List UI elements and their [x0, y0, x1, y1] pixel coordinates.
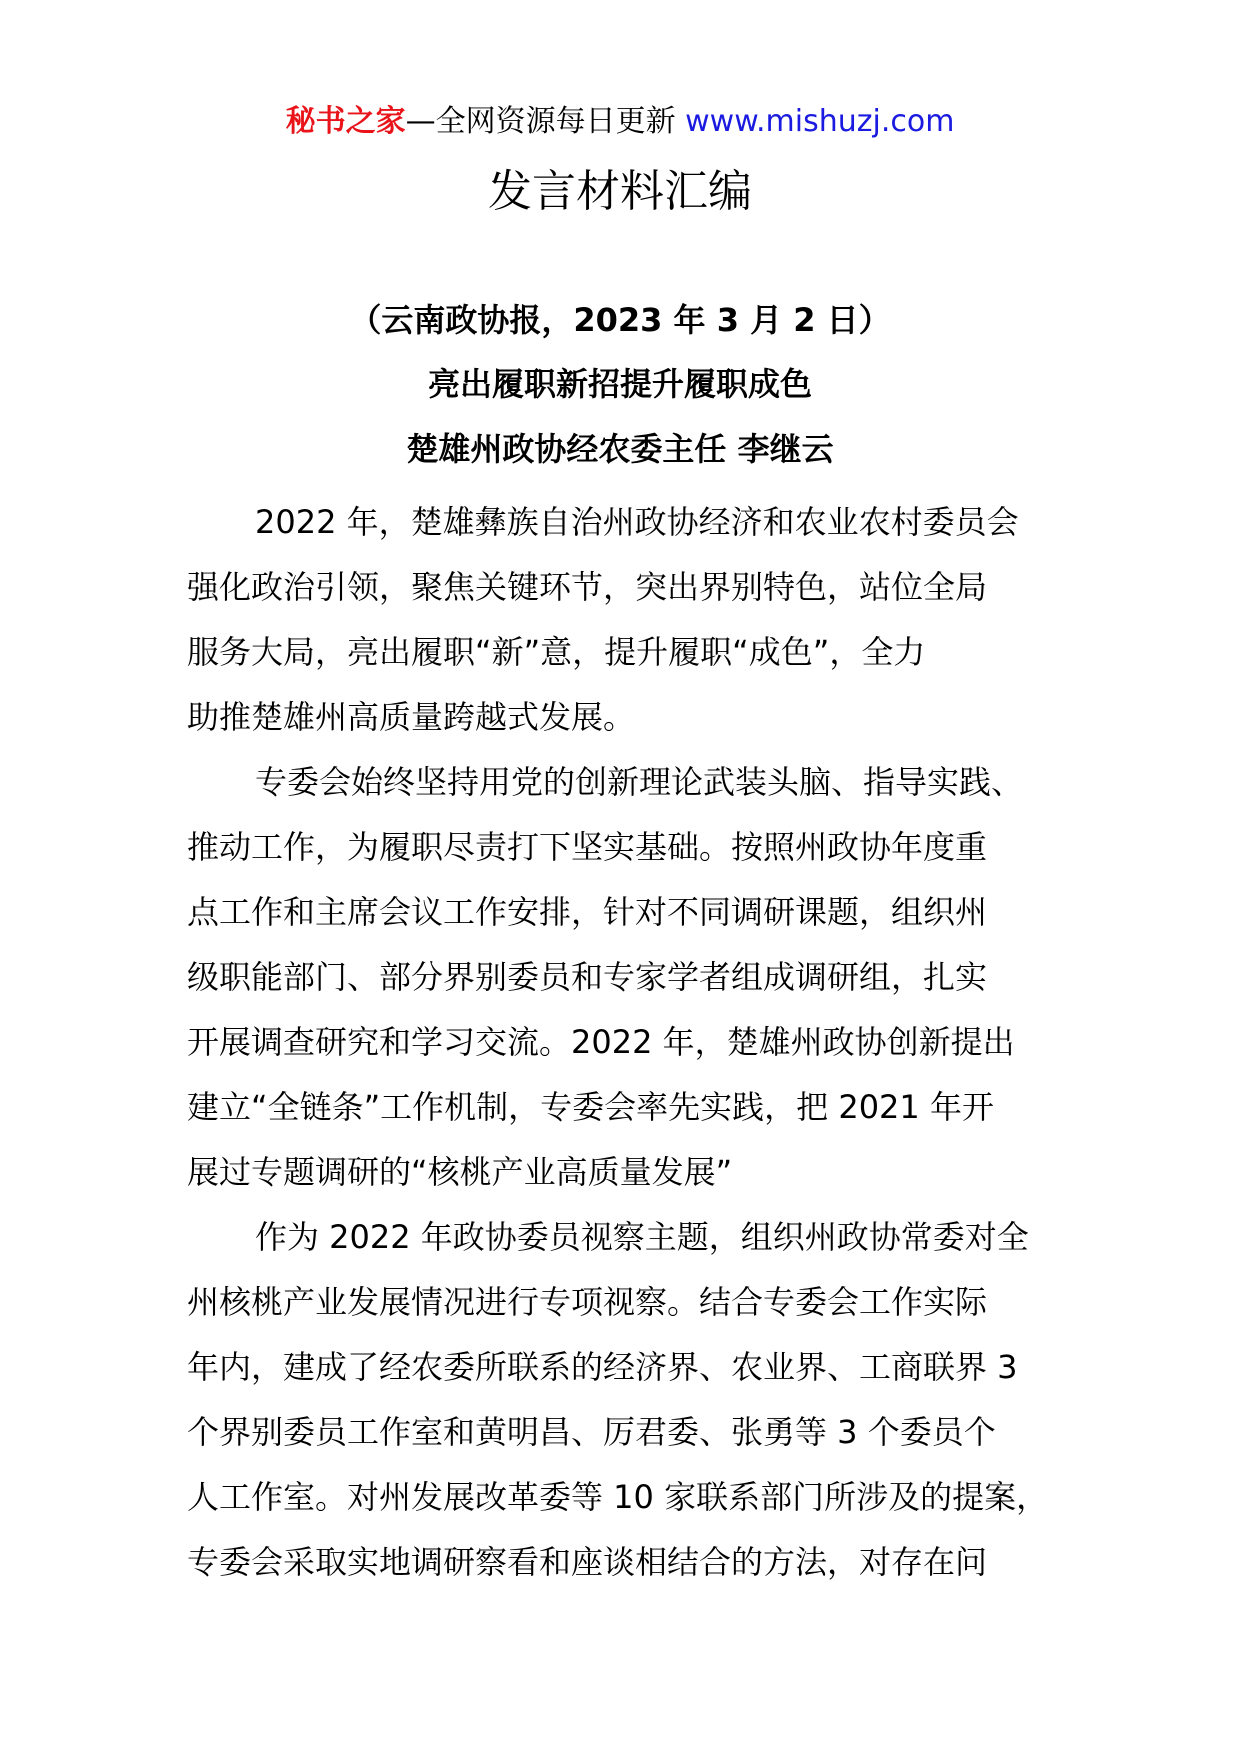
body-line: 强化政治引领，聚焦关键环节，突出界别特色，站位全局: [187, 568, 988, 606]
body-line: 级职能部门、部分界别委员和专家学者组成调研组，扎实: [187, 958, 988, 996]
article-body: [187, 490, 1077, 1595]
article-headline: 亮出履职新招提升履职成色: [427, 365, 812, 403]
body-line: 展过专题调研的“核桃产业高质量发展”: [187, 1153, 733, 1191]
body-line: 专委会始终坚持用党的创新理论武装头脑、指导实践、: [255, 763, 1024, 801]
site-tagline: —全网资源每日更新: [405, 104, 686, 139]
body-line: 推动工作，为履职尽责打下坚实基础。按照州政协年度重: [187, 828, 988, 866]
site-url: www.mishuzj.com: [685, 104, 955, 139]
paragraph-3: [187, 1205, 1077, 1595]
body-line: 服务大局，亮出履职“新”意，提升履职“成色”，全力: [187, 633, 926, 671]
body-line: 2022 年，楚雄彝族自治州政协经济和农业农村委员会: [255, 503, 1019, 541]
paragraph-1: [187, 490, 1077, 750]
brand-name: 秘书之家: [285, 104, 406, 139]
body-line: 专委会采取实地调研察看和座谈相结合的方法，对存在问: [187, 1543, 988, 1581]
paragraph-2: [187, 750, 1077, 1205]
body-line: 个界别委员工作室和黄明昌、厉君委、张勇等 3 个委员个: [187, 1413, 996, 1451]
article-byline: 楚雄州政协经农委主任 李继云: [406, 430, 834, 468]
body-line: 作为 2022 年政协委员视察主题，组织州政协常委对全: [255, 1218, 1029, 1256]
body-line: 州核桃产业发展情况进行专项视察。结合专委会工作实际: [187, 1283, 988, 1321]
site-header: [0, 102, 1240, 142]
body-line: 建立“全链条”工作机制，专委会率先实践，把 2021 年开: [187, 1088, 994, 1126]
body-line: 年内，建成了经农委所联系的经济界、农业界、工商联界 3: [187, 1348, 1018, 1386]
body-line: 人工作室。对州发展改革委等 10 家联系部门所涉及的提案，: [187, 1478, 1049, 1516]
source-line: （云南政协报，2023 年 3 月 2 日）: [349, 301, 891, 339]
collection-title: 发言材料汇编: [488, 166, 752, 217]
body-line: 点工作和主席会议工作安排，针对不同调研课题，组织州: [187, 893, 988, 931]
body-line: 助推楚雄州高质量跨越式发展。: [187, 698, 636, 736]
body-line: 开展调查研究和学习交流。2022 年，楚雄州政协创新提出: [187, 1023, 1015, 1061]
